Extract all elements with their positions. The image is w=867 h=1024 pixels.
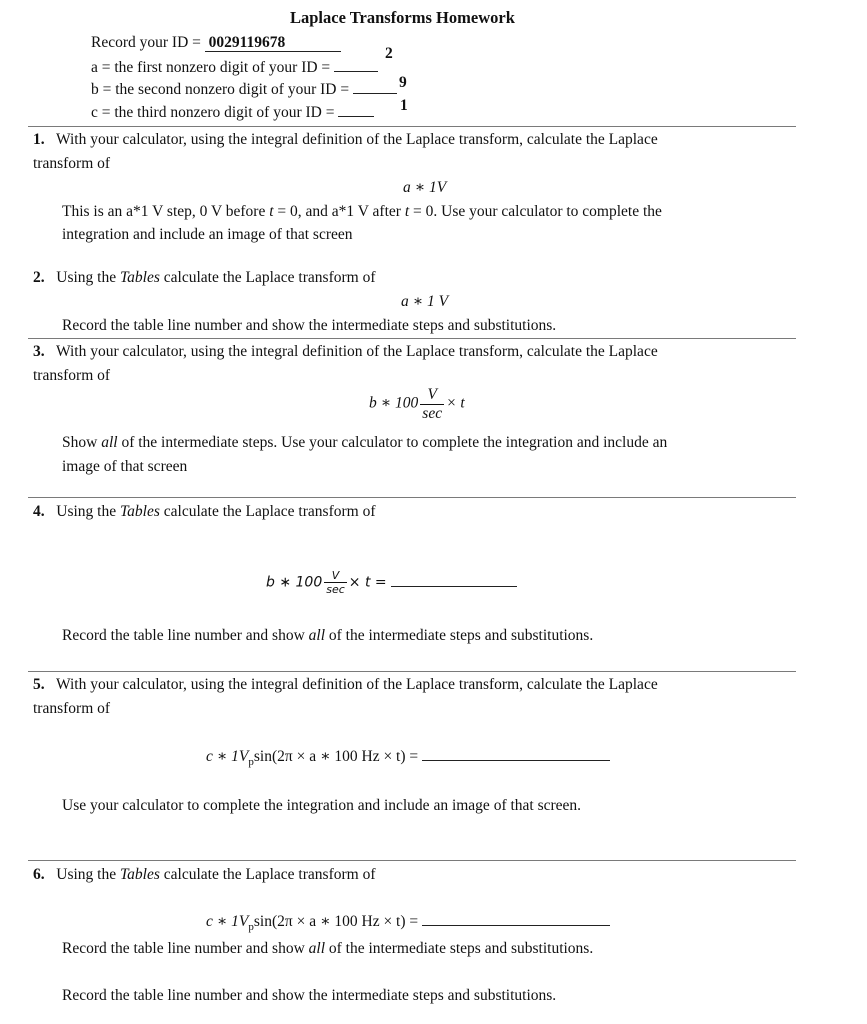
q6-note-all: all (308, 940, 326, 957)
q3-frac-num: V (427, 386, 437, 403)
b-line (91, 81, 397, 98)
q4-note-a: Record the table line number and show (62, 627, 305, 644)
q6-expr-b: sin(2π × a ∗ 100 Hz × t) = (253, 913, 419, 930)
q4-text-a: Using the (56, 503, 117, 520)
a-line (91, 59, 378, 76)
q3-text: With your calculator, using the integral definition of the Laplace transform, calculate the Laplace (55, 343, 658, 360)
q4-text-b: calculate the Laplace transform of (163, 503, 376, 520)
q3-number: 3. (33, 343, 45, 360)
q6-tables: Tables (119, 866, 160, 883)
q6-note (62, 941, 593, 957)
q4-prompt (33, 504, 375, 520)
b-blank (353, 81, 397, 94)
q6-answer-blank (422, 913, 610, 926)
q3-expr-a: b ∗ 100 (369, 394, 419, 412)
q2-note: Record the table line number and show the intermediate steps and substitutions. (62, 317, 557, 334)
a-label: a = the first nonzero digit of your ID = (91, 59, 331, 76)
q5-expr-b: sin(2π × a ∗ 100 Hz × t) = (253, 748, 419, 765)
q4-frac-num: V (331, 569, 340, 582)
q4-note-all: all (308, 627, 326, 644)
q1-text: With your calculator, using the integral definition of the Laplace transform, calculate the Laplace (55, 131, 658, 148)
a-value: 2 (385, 45, 393, 62)
q3-note-all: all (101, 434, 118, 451)
q2-text-b: calculate the Laplace transform of (163, 269, 376, 286)
q1-note-a: This is an a*1 V step, 0 V before (62, 203, 266, 220)
q4-expr-a: b ∗ 100 (266, 574, 323, 591)
divider-3 (28, 497, 796, 498)
a-blank (334, 59, 378, 72)
q5-answer-blank (422, 748, 610, 761)
q2-expression: a ∗ 1 V (401, 293, 449, 310)
q6-expression (206, 913, 610, 933)
q5-expression (206, 748, 610, 768)
q6-text-a: Using the (56, 866, 117, 883)
q4-note (62, 628, 593, 644)
q2-prompt (33, 270, 375, 286)
q3-note-a: Show (62, 434, 98, 451)
divider-2 (28, 338, 796, 339)
q4-expr-b: × t = (348, 574, 387, 591)
q1-note-t1: t (269, 203, 274, 220)
id-value: 0029119678 (205, 35, 341, 52)
q3-prompt (33, 344, 658, 360)
q4-expression (266, 570, 517, 595)
q3-fraction (420, 387, 444, 421)
q4-number: 4. (33, 503, 45, 520)
q4-fraction (324, 570, 347, 595)
q3-frac-den: sec (422, 404, 443, 422)
q5-number: 5. (33, 676, 45, 693)
q5-prompt-2: transform of (33, 700, 111, 717)
page-title: Laplace Transforms Homework (290, 8, 515, 27)
q4-tables: Tables (119, 503, 160, 520)
c-blank (338, 104, 374, 117)
id-line (91, 35, 341, 52)
b-value: 9 (399, 74, 407, 91)
id-label: Record your ID = (91, 34, 201, 51)
q5-text: With your calculator, using the integral definition of the Laplace transform, calculate the Laplace (55, 676, 658, 693)
q5-note: Use your calculator to complete the integration and include an image of that screen. (62, 797, 582, 814)
q1-prompt-2: transform of (33, 155, 111, 172)
c-label: c = the third nonzero digit of your ID = (91, 104, 335, 121)
q6-note-b: of the intermediate steps and substitutions. (328, 940, 594, 957)
q5-expr-sub: p (248, 756, 254, 769)
q1-note (62, 204, 662, 220)
q1-note-t2: t (404, 203, 410, 220)
q6-number: 6. (33, 866, 45, 883)
q6-note-a: Record the table line number and show (62, 940, 305, 957)
q1-number: 1. (33, 131, 45, 148)
q3-expr-b: × t (446, 394, 465, 412)
q6-footer-note: Record the table line number and show the intermediate steps and substitutions. (62, 987, 557, 1004)
q3-prompt-2: transform of (33, 367, 111, 384)
b-label: b = the second nonzero digit of your ID = (91, 81, 350, 98)
q6-text-b: calculate the Laplace transform of (163, 866, 376, 883)
q6-expr-sub: p (248, 921, 254, 934)
divider-5 (28, 860, 796, 861)
q3-note (62, 435, 667, 451)
q1-prompt (33, 132, 658, 148)
q1-note-b: = 0, and a*1 V after (277, 203, 401, 220)
q5-expr-a: c ∗ 1V (206, 748, 249, 765)
q6-expr-a: c ∗ 1V (206, 913, 249, 930)
q4-answer-blank (391, 574, 517, 587)
q6-prompt (33, 867, 375, 883)
c-value: 1 (400, 97, 408, 114)
divider-4 (28, 671, 796, 672)
q5-prompt (33, 677, 658, 693)
q3-note-2: image of that screen (62, 458, 188, 475)
c-line (91, 104, 374, 121)
q1-note-2: integration and include an image of that screen (62, 226, 353, 243)
q2-text-a: Using the (56, 269, 117, 286)
q1-note-c: = 0. Use your calculator to complete the (413, 203, 662, 220)
q4-frac-den: sec (326, 583, 345, 596)
divider-1 (28, 126, 796, 127)
q3-expression (369, 387, 465, 421)
q1-expression: a ∗ 1V (403, 179, 447, 196)
q4-note-b: of the intermediate steps and substitutions. (328, 627, 594, 644)
q3-note-b: of the intermediate steps. Use your calculator to complete the integration and include an (121, 434, 668, 451)
q2-tables: Tables (119, 269, 160, 286)
q2-number: 2. (33, 269, 45, 286)
